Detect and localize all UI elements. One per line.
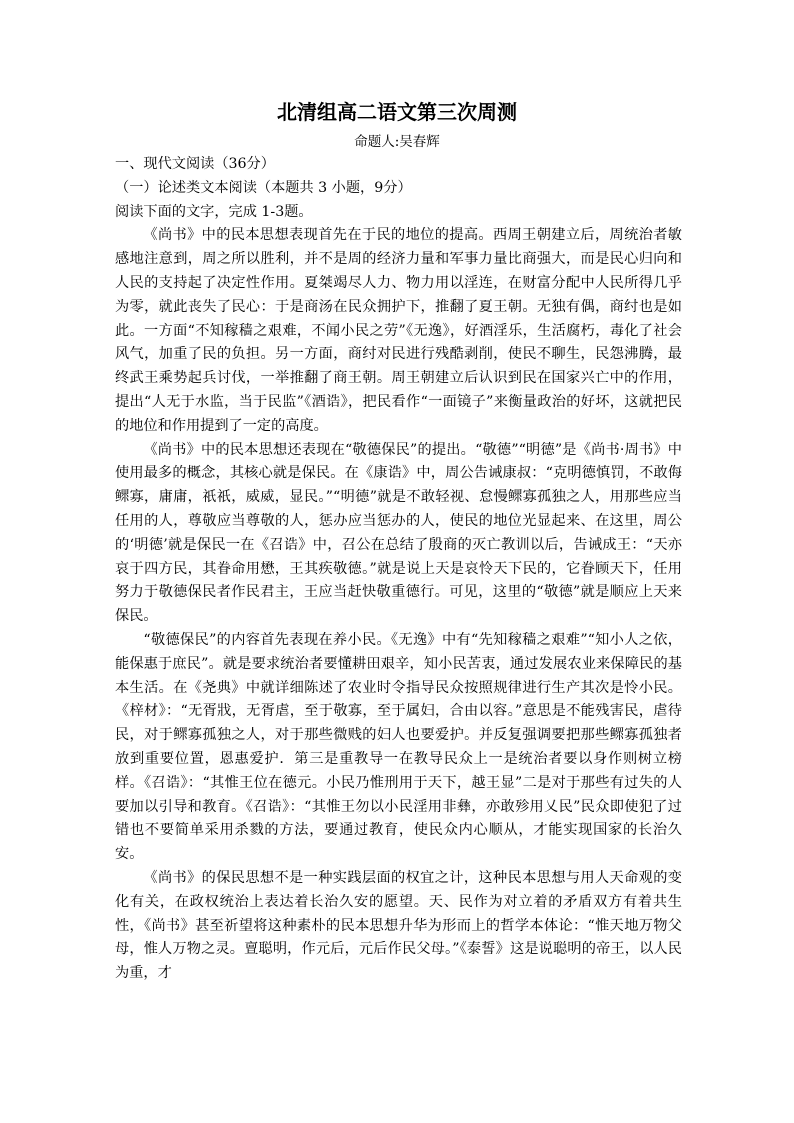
document-title: 北清组高二语文第三次周测 (277, 100, 517, 124)
document-body (115, 153, 682, 986)
section-heading: 一、现代文阅读（36分） (115, 156, 275, 172)
document-author: 命题人:吴春辉 (354, 134, 440, 150)
paragraph-4: 《尚书》的保民思想不是一种实践层面的权宜之计，这种民本思想与用人天命观的变化有关，在政权统治上表达着长治久安的愿望。天、民作为对立着的矛盾双方有着共生性，《尚书》甚至祈望将这种素朴的民本思想升华为形而上的哲学本体论：“惟天地万物父母，惟人万物之灵。亶聪明，作元后，元后作民父母。”《泰誓》这是说聪明的帝王，以人民为重，才 (115, 869, 682, 982)
paragraph-1: 《尚书》中的民本思想表现首先在于民的地位的提高。西周王朝建立后，周统治者敏感地注意到，周之所以胜利，并不是周的经济力量和军事力量比商强大，而是民心归向和人民的支持起了决定性作用。夏桀竭尽人力、物力用以淫连，在财富分配中人民所得几乎为零，就此丧失了民心：于是商汤在民众拥护下，推翻了夏王朝。无独有偶，商纣也是如此。一方面“不知稼穑之艰难，不闻小民之劳”《无逸》，好酒淫乐，生活腐朽，毒化了社会风气，加重了民的负担。另一方面，商纣对民进行残酷剥削，使民不聊生，民怨沸腾，最终武王乘势起兵讨伐，一举推翻了商王朝。周王朝建立后认识到民在国家兴亡中的作用，提出“人无于水监，当于民监”《酒诰》，把民看作“一面镜子”来衡量政治的好坏，这就把民的地位和作用提到了一定的高度。 (115, 227, 682, 434)
paragraph-3: “敬德保民”的内容首先表现在养小民。《无逸》中有“先知稼穑之艰难”“知小人之依，能保惠于庶民”。就是要求统治者要懂耕田艰辛，知小民苦衷，通过发展农业来保障民的基本生活。在《尧典》中就详细陈述了农业时令指导民众按照规律进行生产其次是怜小民。《梓材》：“无胥戕，无胥虐，至于敬寡，至于属妇，合由以容。”意思是不能残害民，虐待民，对于鳏寡孤独之人，对于那些微贱的妇人也要爱护。并反复强调要把那些鳏寡孤独者放到重要位置，恩惠爱护．第三是重教导一在教导民众上一是统治者要以身作则树立榜样。《召诰》：“其惟王位在德元。小民乃惟刑用于天下，越王显”二是对于那些有过失的人要加以引导和教育。《召诰》：“其惟王勿以小民淫用非彝，亦敢殄用乂民”民众即使犯了过错也不要简单采用杀戮的方法，要通过教育，使民众内心顺从，才能实现国家的长治久安。 (115, 631, 682, 863)
paragraph-2: 《尚书》中的民本思想还表现在“敬德保民”的提出。“敬德”“明德”是《尚书·周书》中使用最多的概念，其核心就是保民。在《康诰》中，周公告诫康叔：“克明德慎罚，不敢侮鳏寡，庸庸，祇祇，威威，显民。”“明德”就是不敢轻视、怠慢鳏寡孤独之人，用那些应当任用的人，尊敬应当尊敬的人，惩办应当惩办的人，使民的地位光显起来、在这里，周公的‘明德’就是保民一在《召诰》中，召公在总结了殷商的灭亡教训以后，告诫成王：“天亦哀于四方民，其眷命用懋，王其疾敬德。”就是说上天是哀怜天下民的，它眷顾天下，任用努力于敬德保民者作民君主，王应当赶快敬重德行。可见，这里的“敬德”就是顺应上天来保民。 (115, 441, 682, 625)
reading-instruction: 阅读下面的文字，完成 1-3题。 (115, 203, 313, 220)
subsection-heading: （一）论述类文本阅读（本题共 3 小题，9分） (115, 179, 412, 196)
